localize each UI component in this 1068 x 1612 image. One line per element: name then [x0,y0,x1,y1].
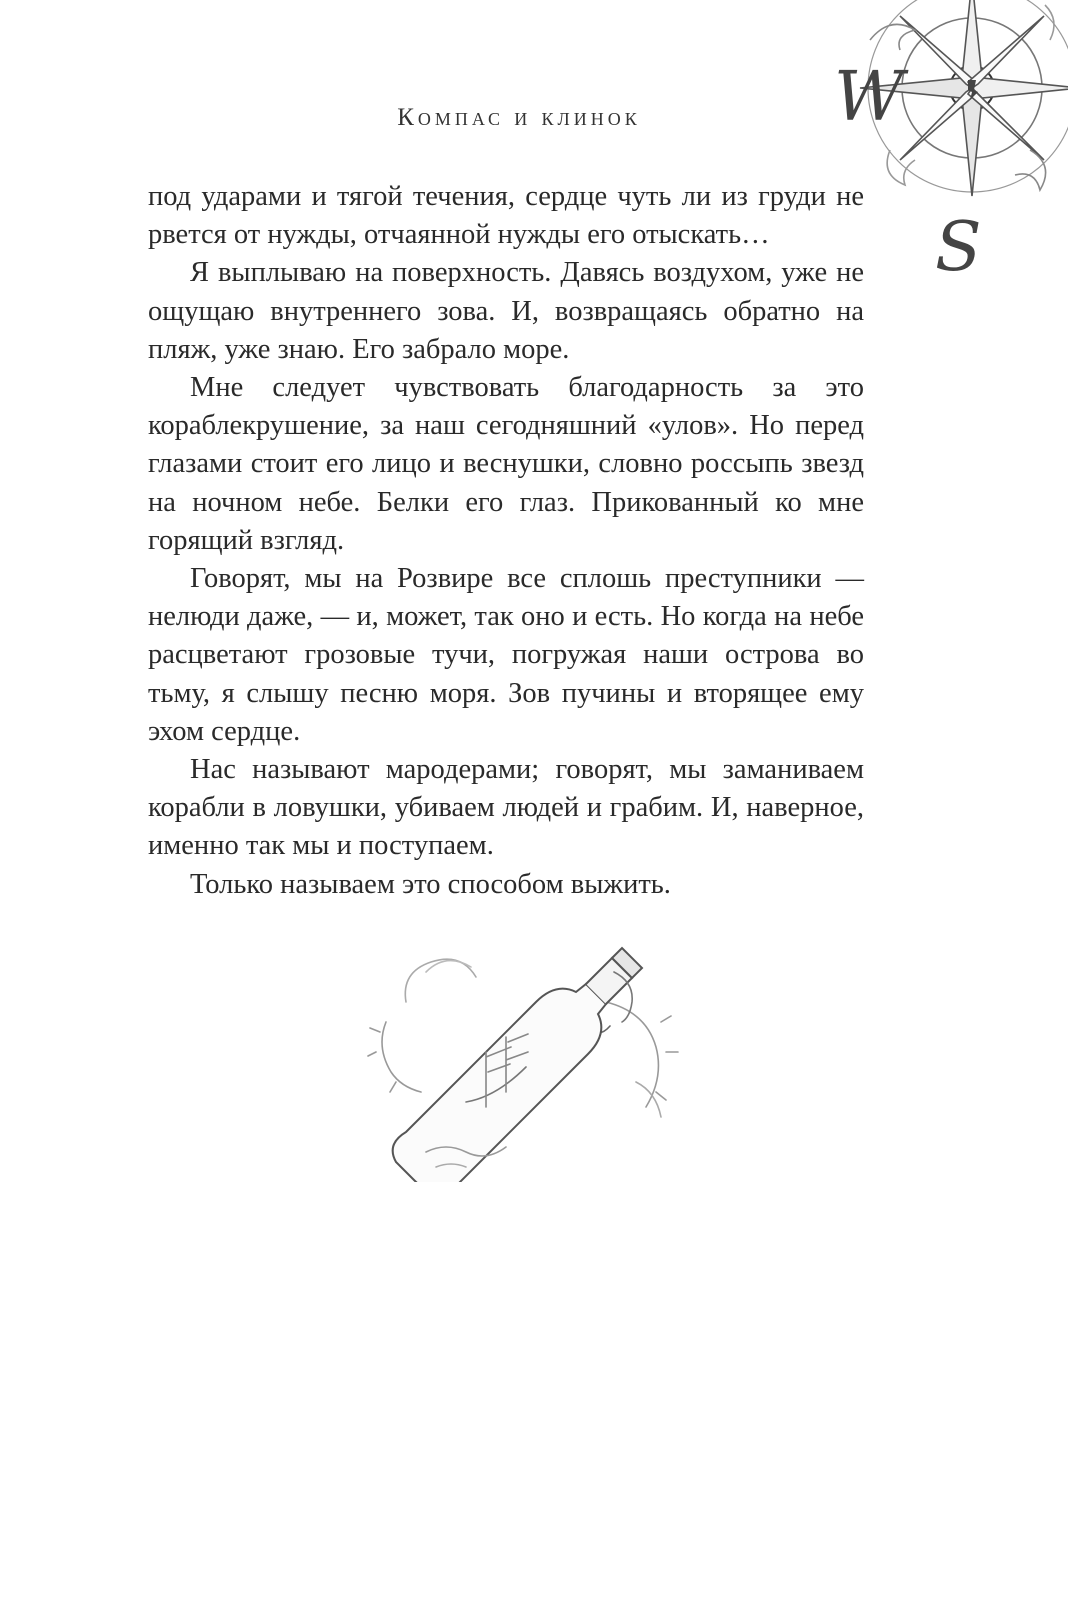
body-text [148,178,864,904]
running-head: Компас и клинок [397,104,641,131]
paragraph: под ударами и тягой течения, сердце чуть ли из груди не рвется от нужды, отчаянной нужды его отыскать… [148,181,864,251]
paragraph: Нас называют мародерами; говорят, мы заманиваем корабли в ловушки, убиваем людей и грабим. И, наверное, именно так мы и поступаем. [148,754,864,862]
paragraph: Мне следует чувствовать благодарность за это кораблекрушение, за наш сегодняшний «улов». Но перед глазами стоит его лицо и веснушки, словно россыпь звезд на ночном небе. Белки его глаз. Прикованный ко мне горящий взгляд. [148,372,864,556]
paragraph: Говорят, мы на Розвире все сплошь преступники — нелюди даже, — и, может, так оно и есть. Но когда на небе расцветают грозовые тучи, погружая наши острова во тьму, я слышу песню моря. Зов пучины и вторящее ему эхом сердце. [148,563,864,747]
paragraph: Я выплываю на поверхность. Давясь воздухом, уже не ощущаю внутреннего зова. И, возвращаясь обратно на пляж, уже знаю. Его забрало море. [148,257,864,365]
paragraph: Только называем это способом выжить. [190,868,671,900]
compass-letter-south: S [935,208,982,287]
message-in-bottle-icon [366,932,696,1182]
compass-letter-west: W [834,58,904,137]
